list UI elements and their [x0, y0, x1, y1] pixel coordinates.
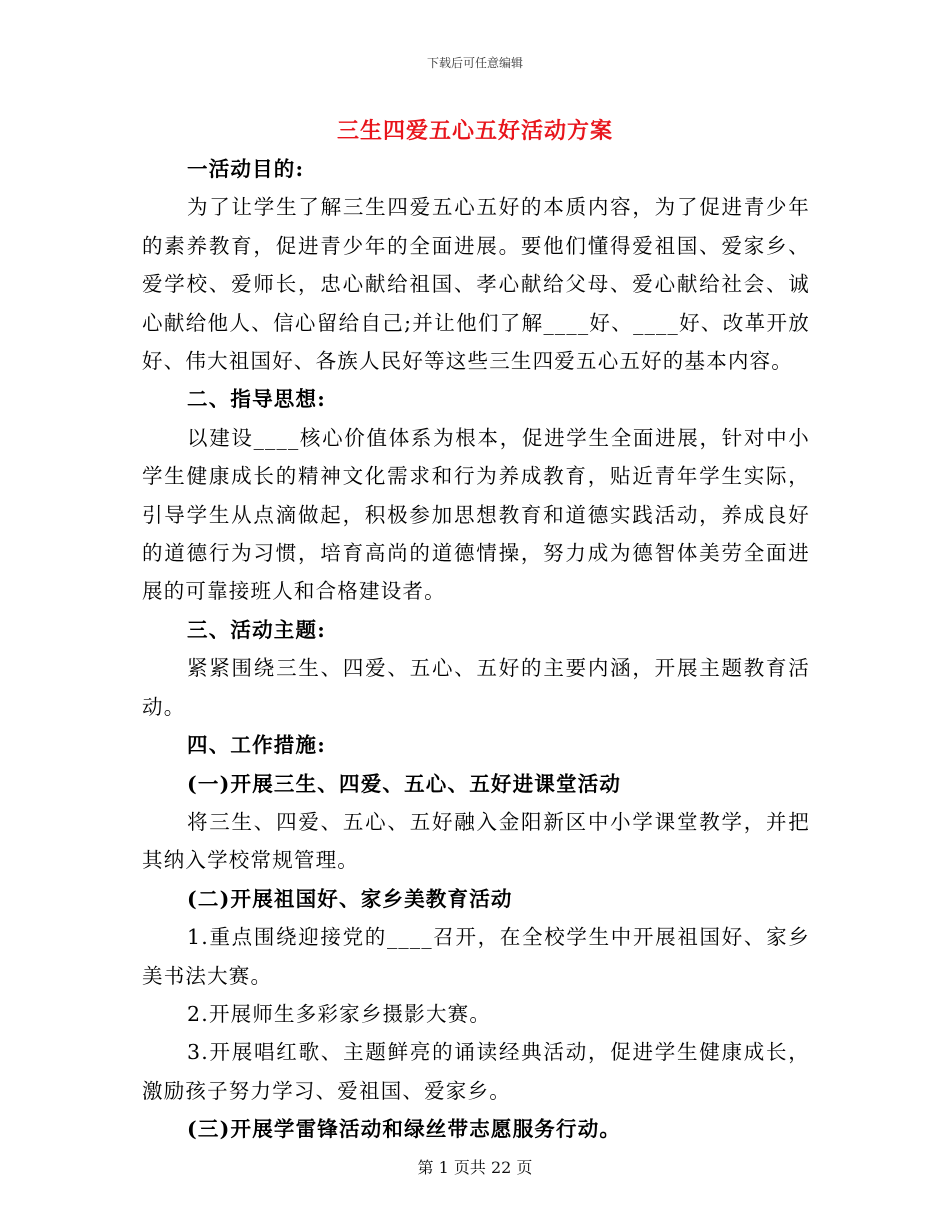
header-note: 下载后可任意编辑: [426, 56, 523, 70]
section-heading-purpose: 一活动目的:: [187, 157, 305, 181]
section-heading-measures: 四、工作措施:: [187, 733, 326, 758]
subsection-heading-motherland: (二)开展祖国好、家乡美教育活动: [187, 886, 513, 911]
subsection-paragraph-classroom: 将三生、四爱、五心、五好融入金阳新区中小学课堂教学，并把其纳入学校常规管理。: [142, 809, 810, 873]
section-paragraph-theme: 紧紧围绕三生、四爱、五心、五好的主要内涵，开展主题教育活动。: [142, 656, 810, 719]
list-item-photography: 2.开展师生多彩家乡摄影大赛。: [187, 1001, 492, 1026]
list-item-red-songs: 3.开展唱红歌、主题鲜亮的诵读经典活动，促进学生健康成长，激励孩子努力学习、爱祖国、爱家乡。: [142, 1040, 810, 1103]
list-item-calligraphy: 1.重点围绕迎接党的____召开，在全校学生中开展祖国好、家乡美书法大赛。: [142, 925, 810, 988]
document-body: [142, 150, 810, 1149]
document-title: 三生四爱五心五好活动方案: [336, 118, 613, 144]
section-paragraph-purpose: 为了让学生了解三生四爱五心五好的本质内容，为了促进青少年的素养教育，促进青少年的全面进展。要他们懂得爱祖国、爱家乡、爱学校、爱师长，忠心献给祖国、孝心献给父母、爱心献给社会、诚心献给他人、信心留给自己;并让他们了解____好、____好、改革开放好、伟大祖国好、各族人民好等这些三生四爱五心五好的基本内容。: [142, 195, 810, 374]
section-paragraph-guiding-thought: 以建设____核心价值体系为根本，促进学生全面进展，针对中小学生健康成长的精神文化需求和行为养成教育，贴近青年学生实际，引导学生从点滴做起，积极参加思想教育和道德实践活动，养成良好的道德行为习惯，培育高尚的道德情操，努力成为德智体美劳全面进展的可靠接班人和合格建设者。: [142, 425, 810, 604]
page-footer: 第 1 页共 22 页: [417, 1158, 533, 1177]
subsection-heading-classroom: (一)开展三生、四爱、五心、五好进课堂活动: [187, 771, 622, 796]
section-heading-theme: 三、活动主题:: [187, 617, 326, 642]
section-heading-guiding-thought: 二、指导思想:: [187, 387, 326, 412]
subsection-heading-volunteer: (三)开展学雷锋活动和绿丝带志愿服务行动。: [187, 1117, 622, 1142]
